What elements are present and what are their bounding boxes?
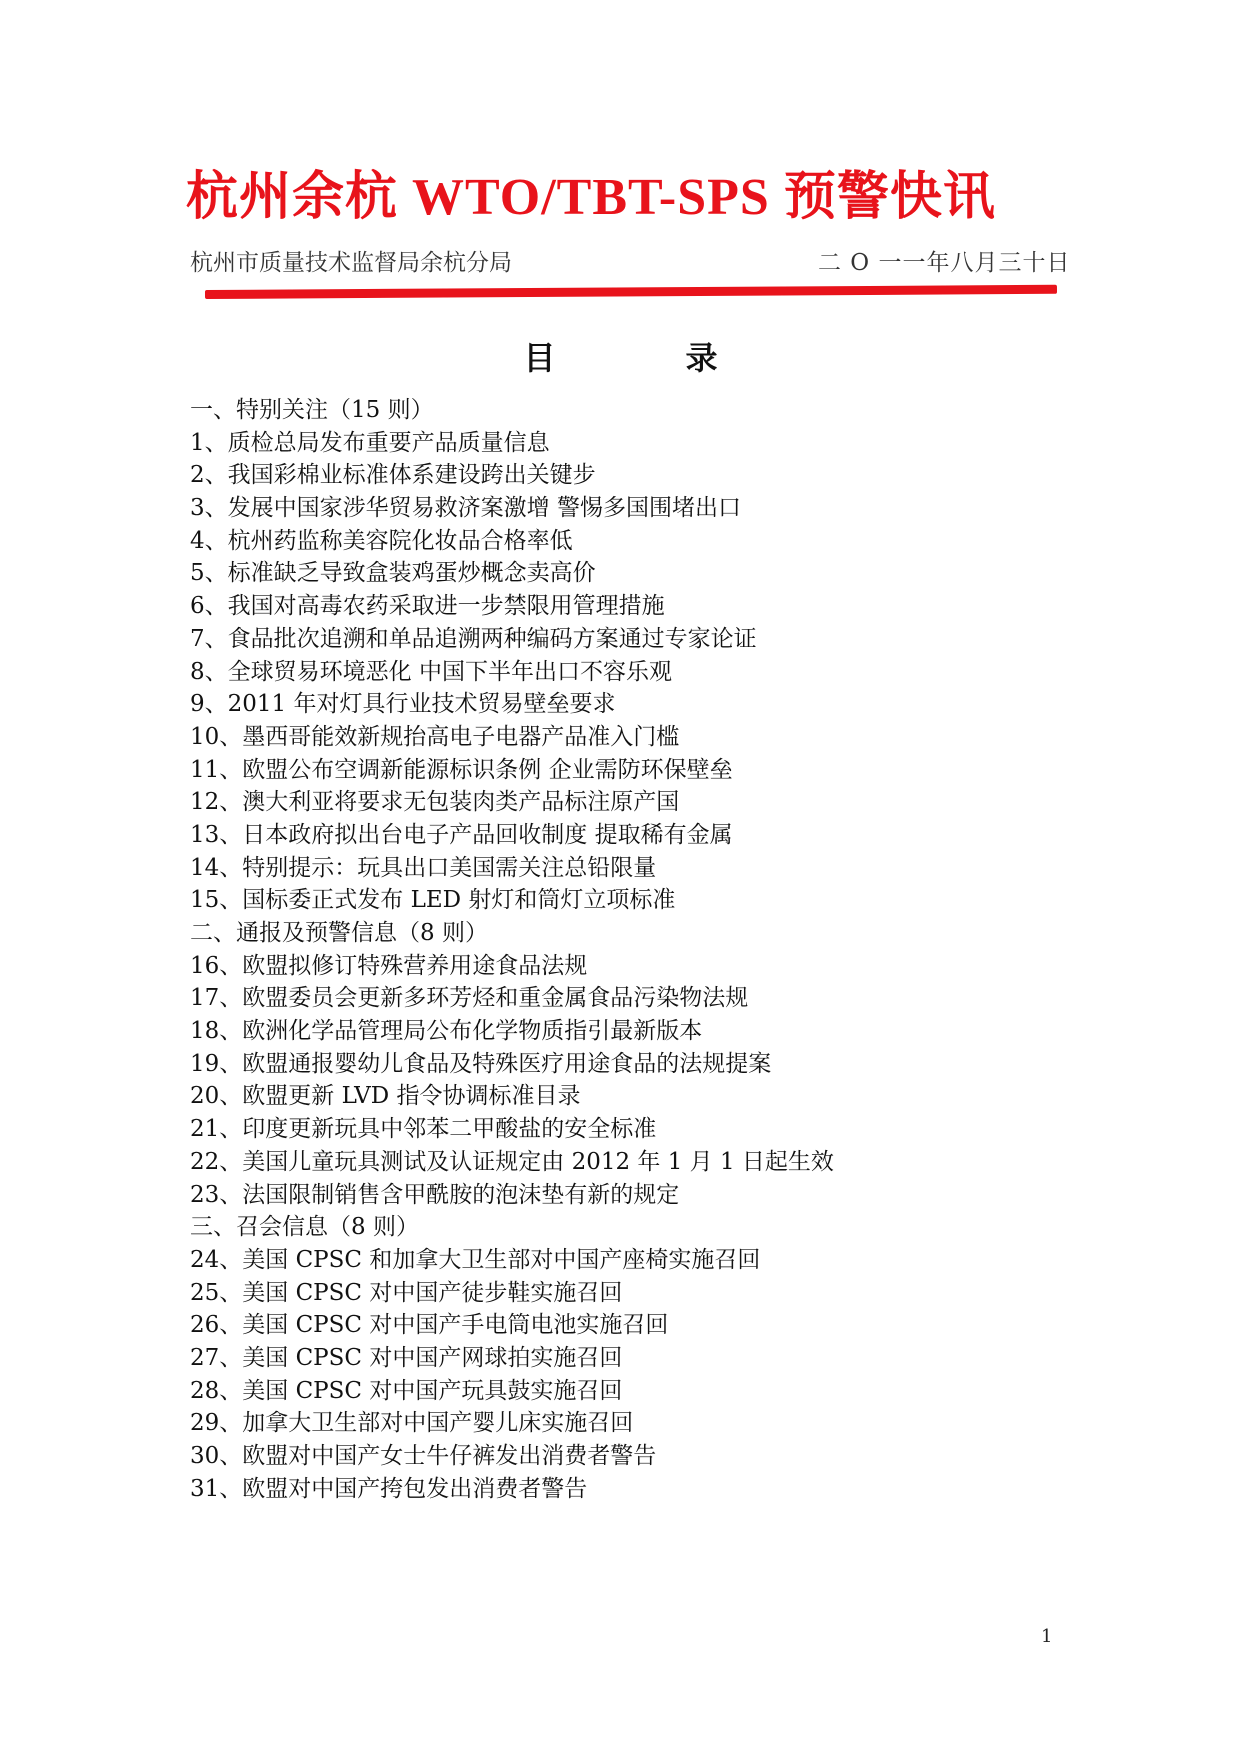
toc-item[interactable]: 26、美国 CPSC 对中国产手电筒电池实施召回 [190, 1312, 669, 1339]
toc-item[interactable]: 1、质检总局发布重要产品质量信息 [190, 429, 550, 456]
toc-item[interactable]: 5、标准缺乏导致盒装鸡蛋炒概念卖高价 [190, 560, 596, 587]
toc-item[interactable]: 23、法国限制销售含甲酰胺的泡沫垫有新的规定 [190, 1181, 680, 1208]
toc-item[interactable]: 31、欧盟对中国产挎包发出消费者警告 [190, 1475, 588, 1502]
toc-section-notifications[interactable]: 二、通报及预警信息（8 则） [190, 920, 488, 946]
toc-item[interactable]: 10、墨西哥能效新规抬高电子电器产品准入门槛 [190, 723, 680, 750]
toc-item[interactable]: 28、美国 CPSC 对中国产玩具鼓实施召回 [190, 1377, 623, 1404]
toc-item[interactable]: 19、欧盟通报婴幼儿食品及特殊医疗用途食品的法规提案 [190, 1050, 772, 1077]
toc-item[interactable]: 15、国标委正式发布 LED 射灯和筒灯立项标准 [190, 887, 676, 914]
toc-item[interactable]: 17、欧盟委员会更新多环芳烃和重金属食品污染物法规 [190, 985, 749, 1012]
newsletter-title: 杭州余杭 WTO/TBT-SPS 预警快讯 [186, 169, 996, 226]
toc-item[interactable]: 27、美国 CPSC 对中国产网球拍实施召回 [190, 1344, 623, 1371]
toc-section-special-focus[interactable]: 一、特别关注（15 则） [190, 397, 434, 423]
table-of-contents [190, 394, 834, 1505]
toc-item[interactable]: 8、全球贸易环境恶化 中国下半年出口不容乐观 [190, 658, 672, 685]
toc-item[interactable]: 24、美国 CPSC 和加拿大卫生部对中国产座椅实施召回 [190, 1246, 761, 1273]
toc-item[interactable]: 25、美国 CPSC 对中国产徒步鞋实施召回 [190, 1279, 623, 1306]
toc-item[interactable]: 11、欧盟公布空调新能源标识条例 企业需防环保壁垒 [190, 756, 733, 783]
toc-item[interactable]: 3、发展中国家涉华贸易救济案激增 警惕多国围堵出口 [190, 495, 741, 522]
toc-item[interactable]: 14、特别提示：玩具出口美国需关注总铅限量 [190, 854, 657, 881]
toc-item[interactable]: 20、欧盟更新 LVD 指令协调标准目录 [190, 1083, 581, 1110]
toc-item[interactable]: 12、澳大利亚将要求无包装肉类产品标注原产国 [190, 789, 680, 816]
toc-item[interactable]: 2、我国彩棉业标准体系建设跨出关键步 [190, 462, 596, 489]
toc-item[interactable]: 22、美国儿童玩具测试及认证规定由 2012 年 1 月 1 日起生效 [190, 1148, 834, 1175]
toc-item[interactable]: 13、日本政府拟出台电子产品回收制度 提取稀有金属 [190, 821, 733, 848]
toc-item[interactable]: 16、欧盟拟修订特殊营养用途食品法规 [190, 952, 588, 979]
toc-item[interactable]: 21、印度更新玩具中邻苯二甲酸盐的安全标准 [190, 1116, 657, 1143]
header-divider [205, 285, 1057, 299]
toc-item[interactable]: 9、2011 年对灯具行业技术贸易壁垒要求 [190, 691, 616, 718]
toc-item[interactable]: 4、杭州药监称美容院化妆品合格率低 [190, 527, 573, 554]
toc-item[interactable]: 7、食品批次追溯和单品追溯两种编码方案通过专家论证 [190, 625, 757, 652]
toc-item[interactable]: 6、我国对高毒农药采取进一步禁限用管理措施 [190, 593, 665, 620]
issuing-agency: 杭州市质量技术监督局余杭分局 [190, 250, 512, 276]
toc-section-recalls[interactable]: 三、召会信息（8 则） [190, 1214, 419, 1241]
issue-date: 二 O 一一年八月三十日 [818, 250, 1071, 276]
toc-heading: 目录 [523, 339, 848, 377]
toc-item[interactable]: 18、欧洲化学品管理局公布化学物质指引最新版本 [190, 1018, 703, 1045]
toc-item[interactable]: 30、欧盟对中国产女士牛仔裤发出消费者警告 [190, 1443, 657, 1469]
page-number: 1 [1041, 1626, 1053, 1647]
toc-item[interactable]: 29、加拿大卫生部对中国产婴儿床实施召回 [190, 1410, 634, 1437]
